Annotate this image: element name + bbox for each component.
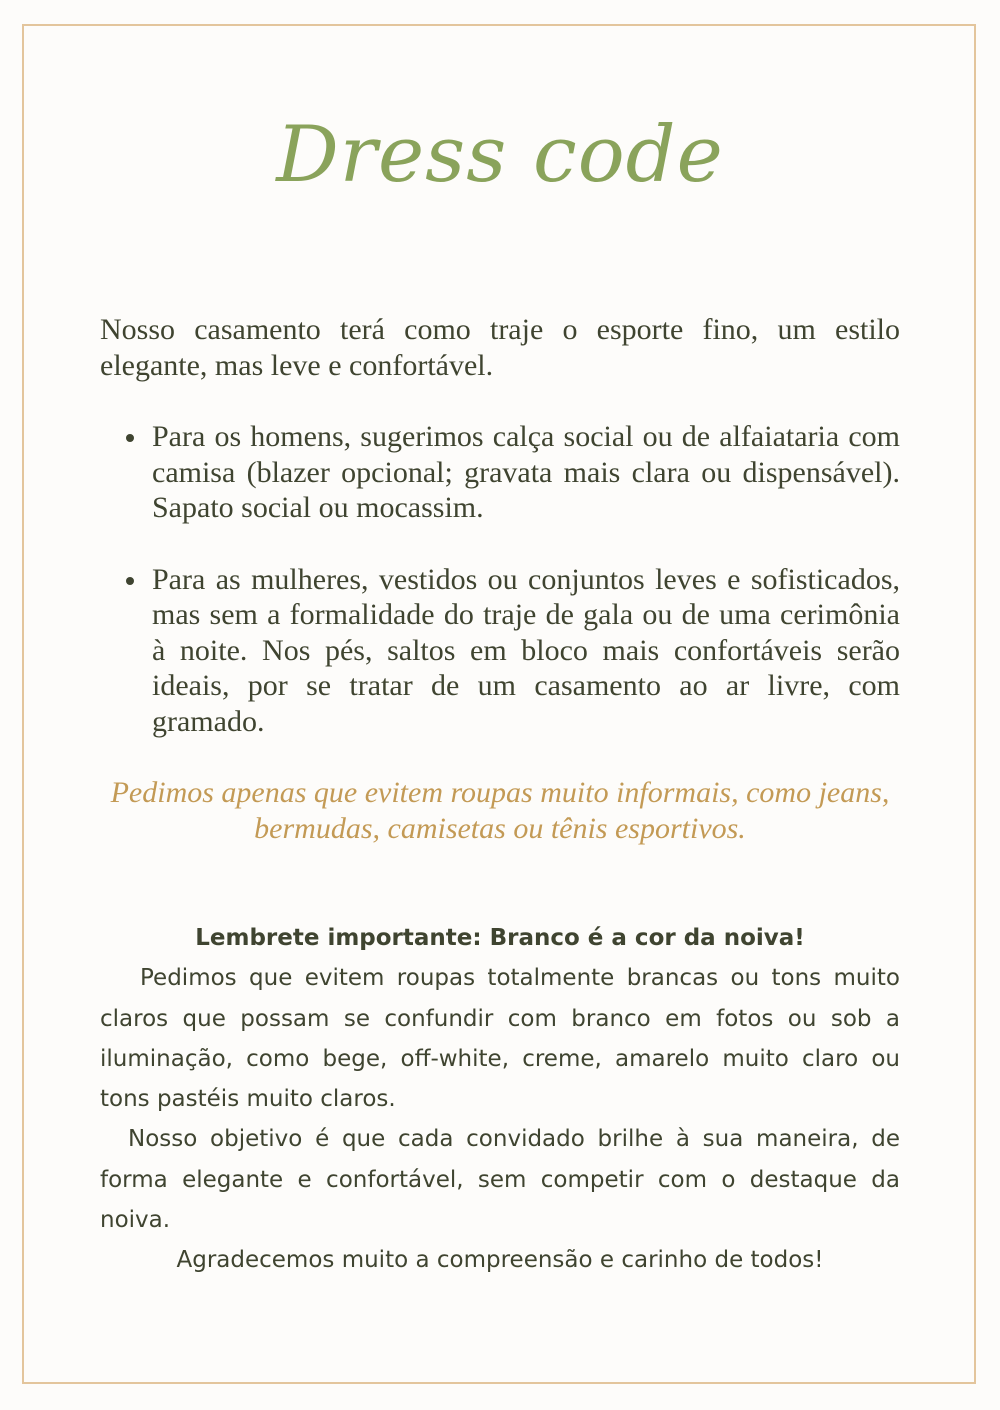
reminder-section xyxy=(100,918,900,1281)
intro-paragraph: Nosso casamento terá como traje o esporte fino, um estilo elegante, mas leve e confortável. xyxy=(100,313,900,382)
page-title: Dress code xyxy=(276,110,724,200)
reminder-paragraph-1: Pedimos que evitem roupas totalmente brancas ou tons muito claros que possam se confundir com branco em fotos ou sob a iluminação, como bege, off-white, creme, amarelo muito claro ou tons pastéis muito claros. xyxy=(100,965,900,1113)
reminder-paragraph-2: Nosso objetivo é que cada convidado brilhe à sua maneira, de forma elegante e confortável, sem competir com o destaque da noiva. xyxy=(100,1126,900,1234)
informal-clothing-note: Pedimos apenas que evitem roupas muito informais, como jeans, bermudas, camisetas ou tênis esportivos. xyxy=(110,776,890,845)
list-item-text: Para as mulheres, vestidos ou conjuntos leves e sofisticados, mas sem a formalidade do traje de gala ou de uma cerimônia à noite. Nos pés, saltos em bloco mais confortáveis serão ideais, por se tratar de um casamento ao ar livre, com gramado. xyxy=(152,562,900,738)
bullet-icon xyxy=(126,577,134,585)
main-content xyxy=(100,312,900,1281)
bullet-icon xyxy=(126,434,134,442)
list-item-text: Para os homens, sugerimos calça social ou de alfaiataria com camisa (blazer opcional; gravata mais clara ou dispensável). Sapato social ou mocassim. xyxy=(152,420,900,524)
reminder-title: Lembrete importante: Branco é a cor da noiva! xyxy=(195,925,805,951)
thanks-message: Agradecemos muito a compreensão e carinho de todos! xyxy=(176,1247,824,1274)
dress-code-list xyxy=(100,419,900,739)
list-item-men xyxy=(100,419,900,526)
list-item-women xyxy=(100,562,900,740)
